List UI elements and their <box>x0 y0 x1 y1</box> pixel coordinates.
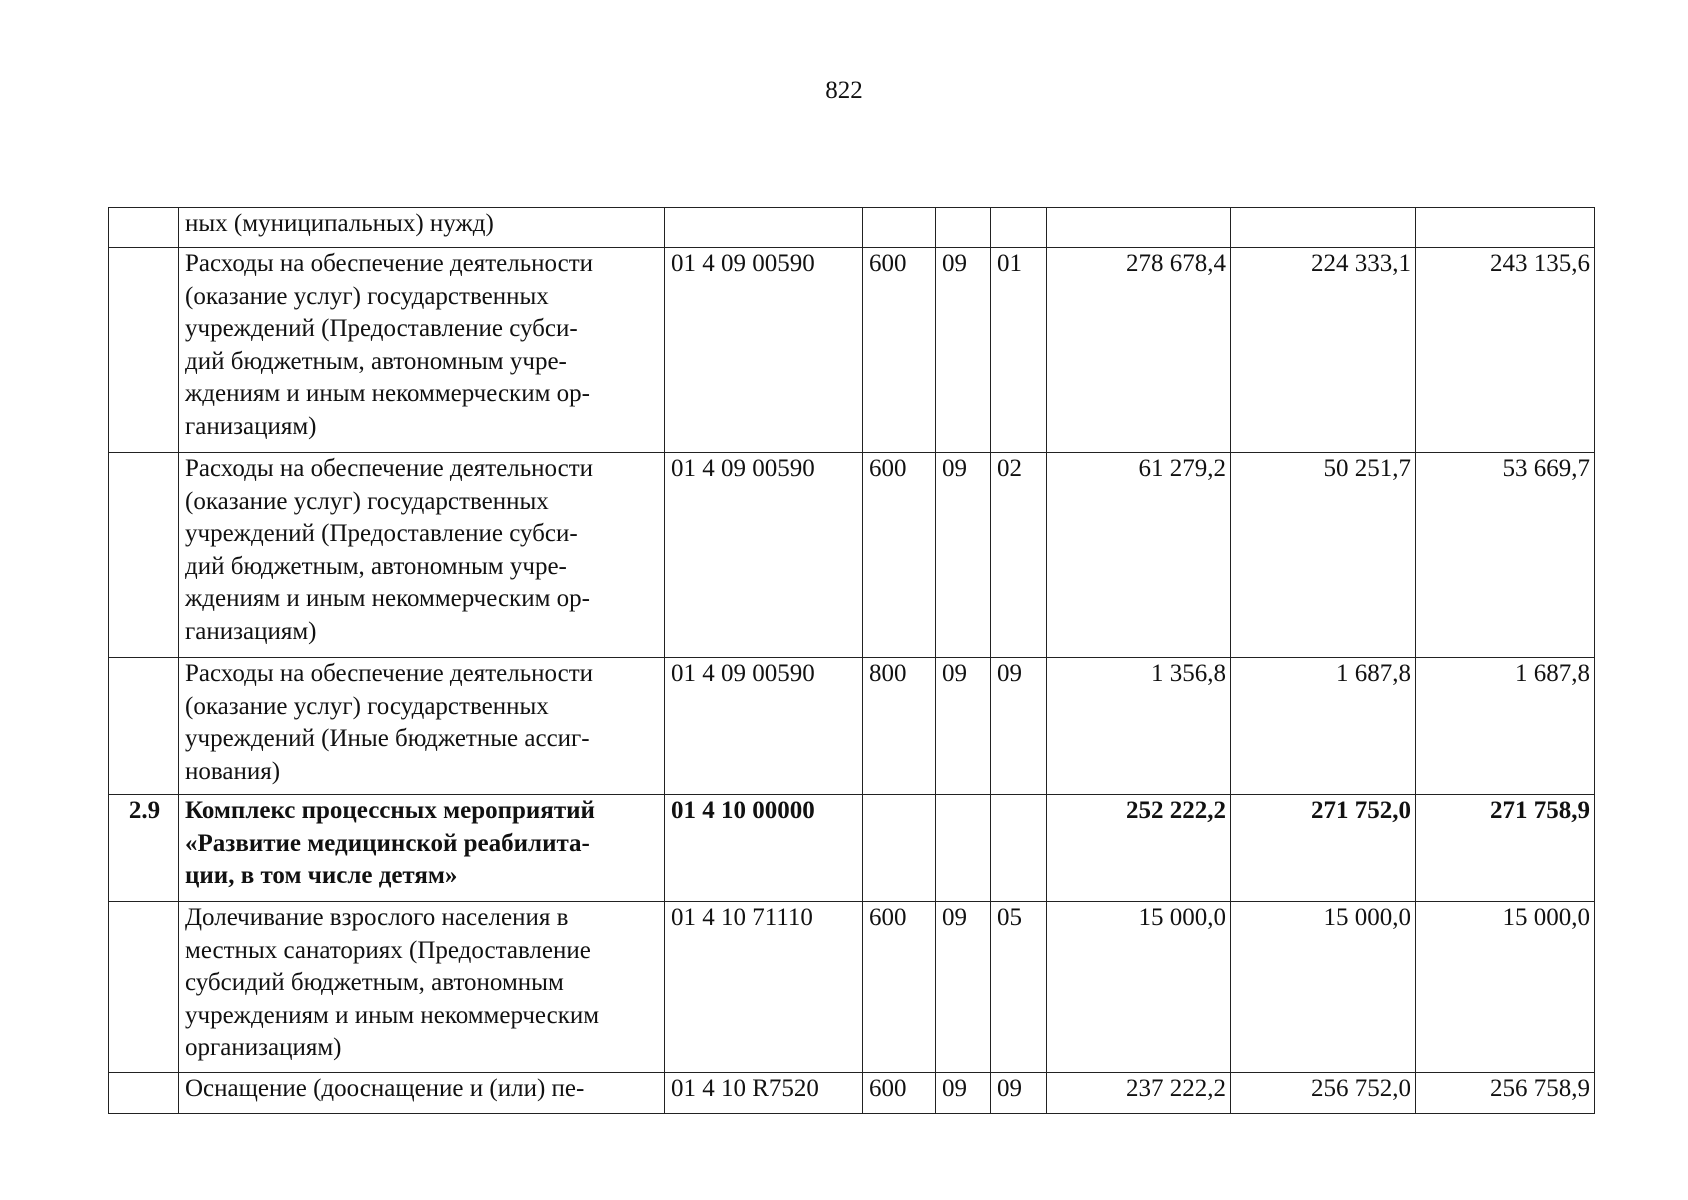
row-name: Расходы на обеспечение деятельности (оказание услуг) государственных учреждений (Предоставление субси- дий бюджетным, автономным учре- ждениям и иным некоммерческим ор- ганизациям) <box>179 248 665 453</box>
table-row <box>109 902 1595 1073</box>
budget-table <box>108 207 1595 1114</box>
table-row <box>109 453 1595 658</box>
target-article-code: 01 4 10 R7520 <box>665 1073 863 1114</box>
amount-year-1: 252 222,2 <box>1047 795 1231 902</box>
subsection-code: 09 <box>991 658 1047 795</box>
amount-year-2: 224 333,1 <box>1231 248 1416 453</box>
table-row <box>109 208 1595 248</box>
expense-type-code: 600 <box>863 902 936 1073</box>
target-article-code <box>665 208 863 248</box>
row-name: Оснащение (дооснащение и (или) пе- <box>179 1073 665 1114</box>
subsection-code <box>991 208 1047 248</box>
subsection-code: 01 <box>991 248 1047 453</box>
target-article-code: 01 4 09 00590 <box>665 658 863 795</box>
amount-year-1 <box>1047 208 1231 248</box>
section-code: 09 <box>936 902 991 1073</box>
row-number <box>109 658 179 795</box>
section-code <box>936 795 991 902</box>
section-code: 09 <box>936 658 991 795</box>
amount-year-2: 1 687,8 <box>1231 658 1416 795</box>
table-row <box>109 658 1595 795</box>
page-number: 822 <box>825 77 863 104</box>
row-name: Комплекс процессных мероприятий «Развитие медицинской реабилита- ции, в том числе детям» <box>179 795 665 902</box>
expense-type-code <box>863 208 936 248</box>
row-name: Долечивание взрослого населения в местных санаториях (Предоставление субсидий бюджетным, автономным учреждениям и иным некоммерческим организациям) <box>179 902 665 1073</box>
subsection-code: 09 <box>991 1073 1047 1114</box>
subsection-code <box>991 795 1047 902</box>
section-code: 09 <box>936 1073 991 1114</box>
amount-year-2: 50 251,7 <box>1231 453 1416 658</box>
target-article-code: 01 4 10 71110 <box>665 902 863 1073</box>
row-number <box>109 902 179 1073</box>
section-code <box>936 208 991 248</box>
amount-year-3: 271 758,9 <box>1416 795 1595 902</box>
expense-type-code: 600 <box>863 1073 936 1114</box>
row-number <box>109 1073 179 1114</box>
amount-year-1: 15 000,0 <box>1047 902 1231 1073</box>
target-article-code: 01 4 09 00590 <box>665 248 863 453</box>
row-number <box>109 208 179 248</box>
amount-year-3: 243 135,6 <box>1416 248 1595 453</box>
expense-type-code: 600 <box>863 248 936 453</box>
amount-year-3: 1 687,8 <box>1416 658 1595 795</box>
amount-year-1: 278 678,4 <box>1047 248 1231 453</box>
section-code: 09 <box>936 248 991 453</box>
amount-year-3: 15 000,0 <box>1416 902 1595 1073</box>
expense-type-code: 800 <box>863 658 936 795</box>
row-name: ных (муниципальных) нужд) <box>179 208 665 248</box>
row-number <box>109 248 179 453</box>
amount-year-1: 237 222,2 <box>1047 1073 1231 1114</box>
subsection-code: 05 <box>991 902 1047 1073</box>
target-article-code: 01 4 10 00000 <box>665 795 863 902</box>
amount-year-2: 256 752,0 <box>1231 1073 1416 1114</box>
amount-year-2: 271 752,0 <box>1231 795 1416 902</box>
expense-type-code: 600 <box>863 453 936 658</box>
row-number: 2.9 <box>109 795 179 902</box>
section-code: 09 <box>936 453 991 658</box>
row-number <box>109 453 179 658</box>
subsection-code: 02 <box>991 453 1047 658</box>
row-name: Расходы на обеспечение деятельности (оказание услуг) государственных учреждений (Иные бюджетные ассиг- нования) <box>179 658 665 795</box>
amount-year-2: 15 000,0 <box>1231 902 1416 1073</box>
amount-year-3: 256 758,9 <box>1416 1073 1595 1114</box>
amount-year-2 <box>1231 208 1416 248</box>
amount-year-3 <box>1416 208 1595 248</box>
expense-type-code <box>863 795 936 902</box>
row-name: Расходы на обеспечение деятельности (оказание услуг) государственных учреждений (Предоставление субси- дий бюджетным, автономным учре- ждениям и иным некоммерческим ор- ганизациям) <box>179 453 665 658</box>
table-row <box>109 795 1595 902</box>
amount-year-3: 53 669,7 <box>1416 453 1595 658</box>
table-row <box>109 248 1595 453</box>
target-article-code: 01 4 09 00590 <box>665 453 863 658</box>
table-row <box>109 1073 1595 1114</box>
amount-year-1: 1 356,8 <box>1047 658 1231 795</box>
amount-year-1: 61 279,2 <box>1047 453 1231 658</box>
